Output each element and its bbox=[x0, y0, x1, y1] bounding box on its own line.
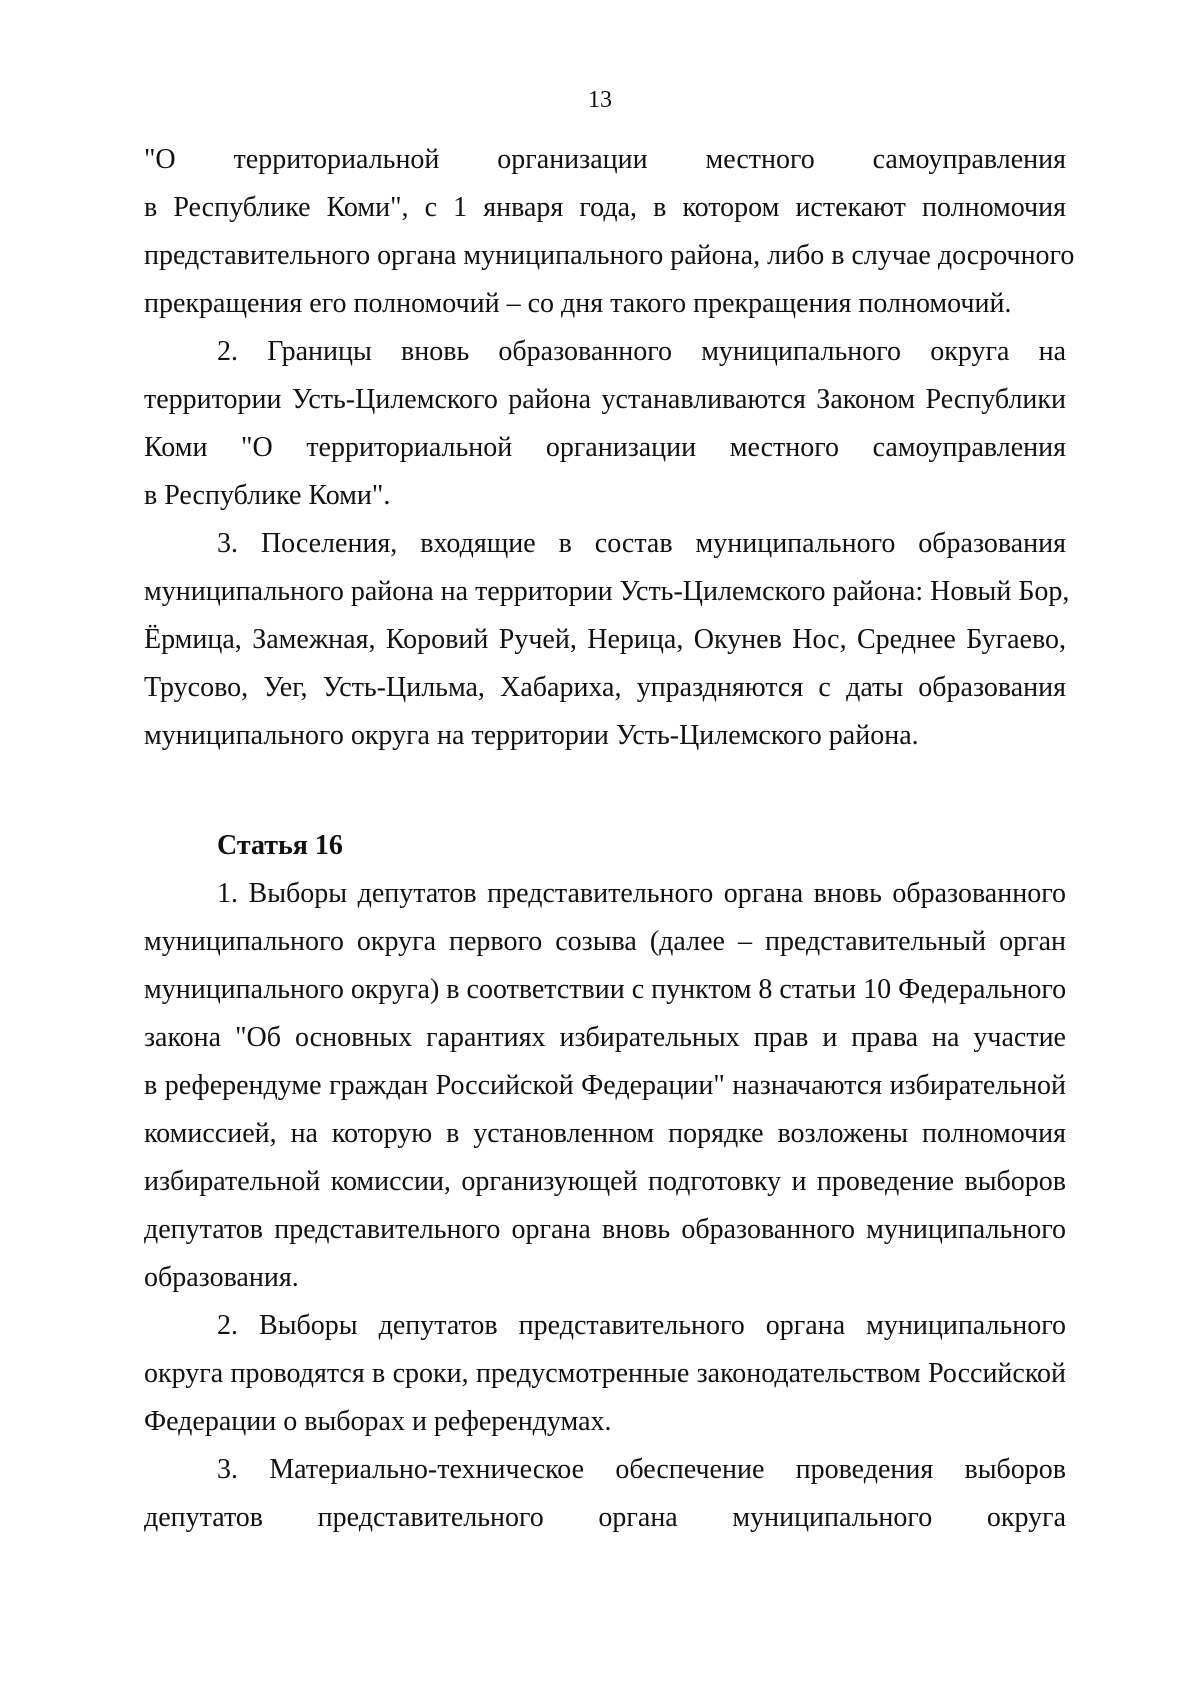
text-line: Коми "О территориальной организации местного самоуправления bbox=[144, 432, 1066, 463]
article-heading: Статья 16 bbox=[217, 830, 343, 861]
text-line: в Республике Коми". bbox=[144, 480, 391, 511]
paragraph-first-line: 2. Границы вновь образованного муниципального округа на bbox=[217, 336, 1066, 367]
text-line: депутатов представительного органа муниципального округа bbox=[144, 1502, 1066, 1533]
text-line: Ёрмица, Замежная, Коровий Ручей, Нерица, Окунев Нос, Среднее Бугаево, bbox=[144, 624, 1066, 655]
paragraph-first-line: 3. Материально-техническое обеспечение проведения выборов bbox=[217, 1454, 1066, 1485]
text-line: избирательной комиссии, организующей подготовку и проведение выборов bbox=[144, 1166, 1066, 1197]
text-line: округа проводятся в сроки, предусмотренные законодательством Российской bbox=[144, 1358, 1066, 1389]
text-line: комиссией, на которую в установленном порядке возложены полномочия bbox=[144, 1118, 1066, 1149]
text-line: Трусово, Уег, Усть-Цильма, Хабариха, упраздняются с даты образования bbox=[144, 672, 1066, 703]
text-block-article-15 bbox=[144, 136, 1075, 760]
text-line: депутатов представительного органа вновь образованного муниципального bbox=[144, 1214, 1066, 1245]
text-block-article-16 bbox=[144, 870, 1066, 1542]
text-line: в референдуме граждан Российской Федерации" назначаются избирательной bbox=[144, 1070, 1066, 1101]
text-line: муниципального района на территории Усть-Цилемского района: Новый Бор, bbox=[144, 576, 1070, 607]
text-line: муниципального округа на территории Усть-Цилемского района. bbox=[144, 720, 919, 751]
paragraph-first-line: 1. Выборы депутатов представительного органа вновь образованного bbox=[217, 878, 1066, 909]
paragraph-first-line: 3. Поселения, входящие в состав муниципального образования bbox=[217, 528, 1066, 559]
paragraph-first-line: 2. Выборы депутатов представительного органа муниципального bbox=[217, 1310, 1066, 1341]
text-line: муниципального округа) в соответствии с пунктом 8 статьи 10 Федерального bbox=[144, 974, 1067, 1005]
text-line: образования. bbox=[144, 1262, 299, 1293]
text-line: территории Усть-Цилемского района устанавливаются Законом Республики bbox=[144, 384, 1066, 415]
text-line: муниципального округа первого созыва (далее – представительный орган bbox=[144, 926, 1066, 957]
text-line: закона "Об основных гарантиях избирательных прав и права на участие bbox=[144, 1022, 1066, 1053]
text-line: прекращения его полномочий – со дня такого прекращения полномочий. bbox=[144, 288, 1012, 319]
text-line: Федерации о выборах и референдумах. bbox=[144, 1406, 612, 1437]
page-number: 13 bbox=[588, 87, 612, 113]
text-line: представительного органа муниципального района, либо в случае досрочного bbox=[144, 240, 1075, 271]
text-line: в Республике Коми", с 1 января года, в котором истекают полномочия bbox=[144, 192, 1066, 223]
text-line: "О территориальной организации местного самоуправления bbox=[144, 144, 1066, 175]
